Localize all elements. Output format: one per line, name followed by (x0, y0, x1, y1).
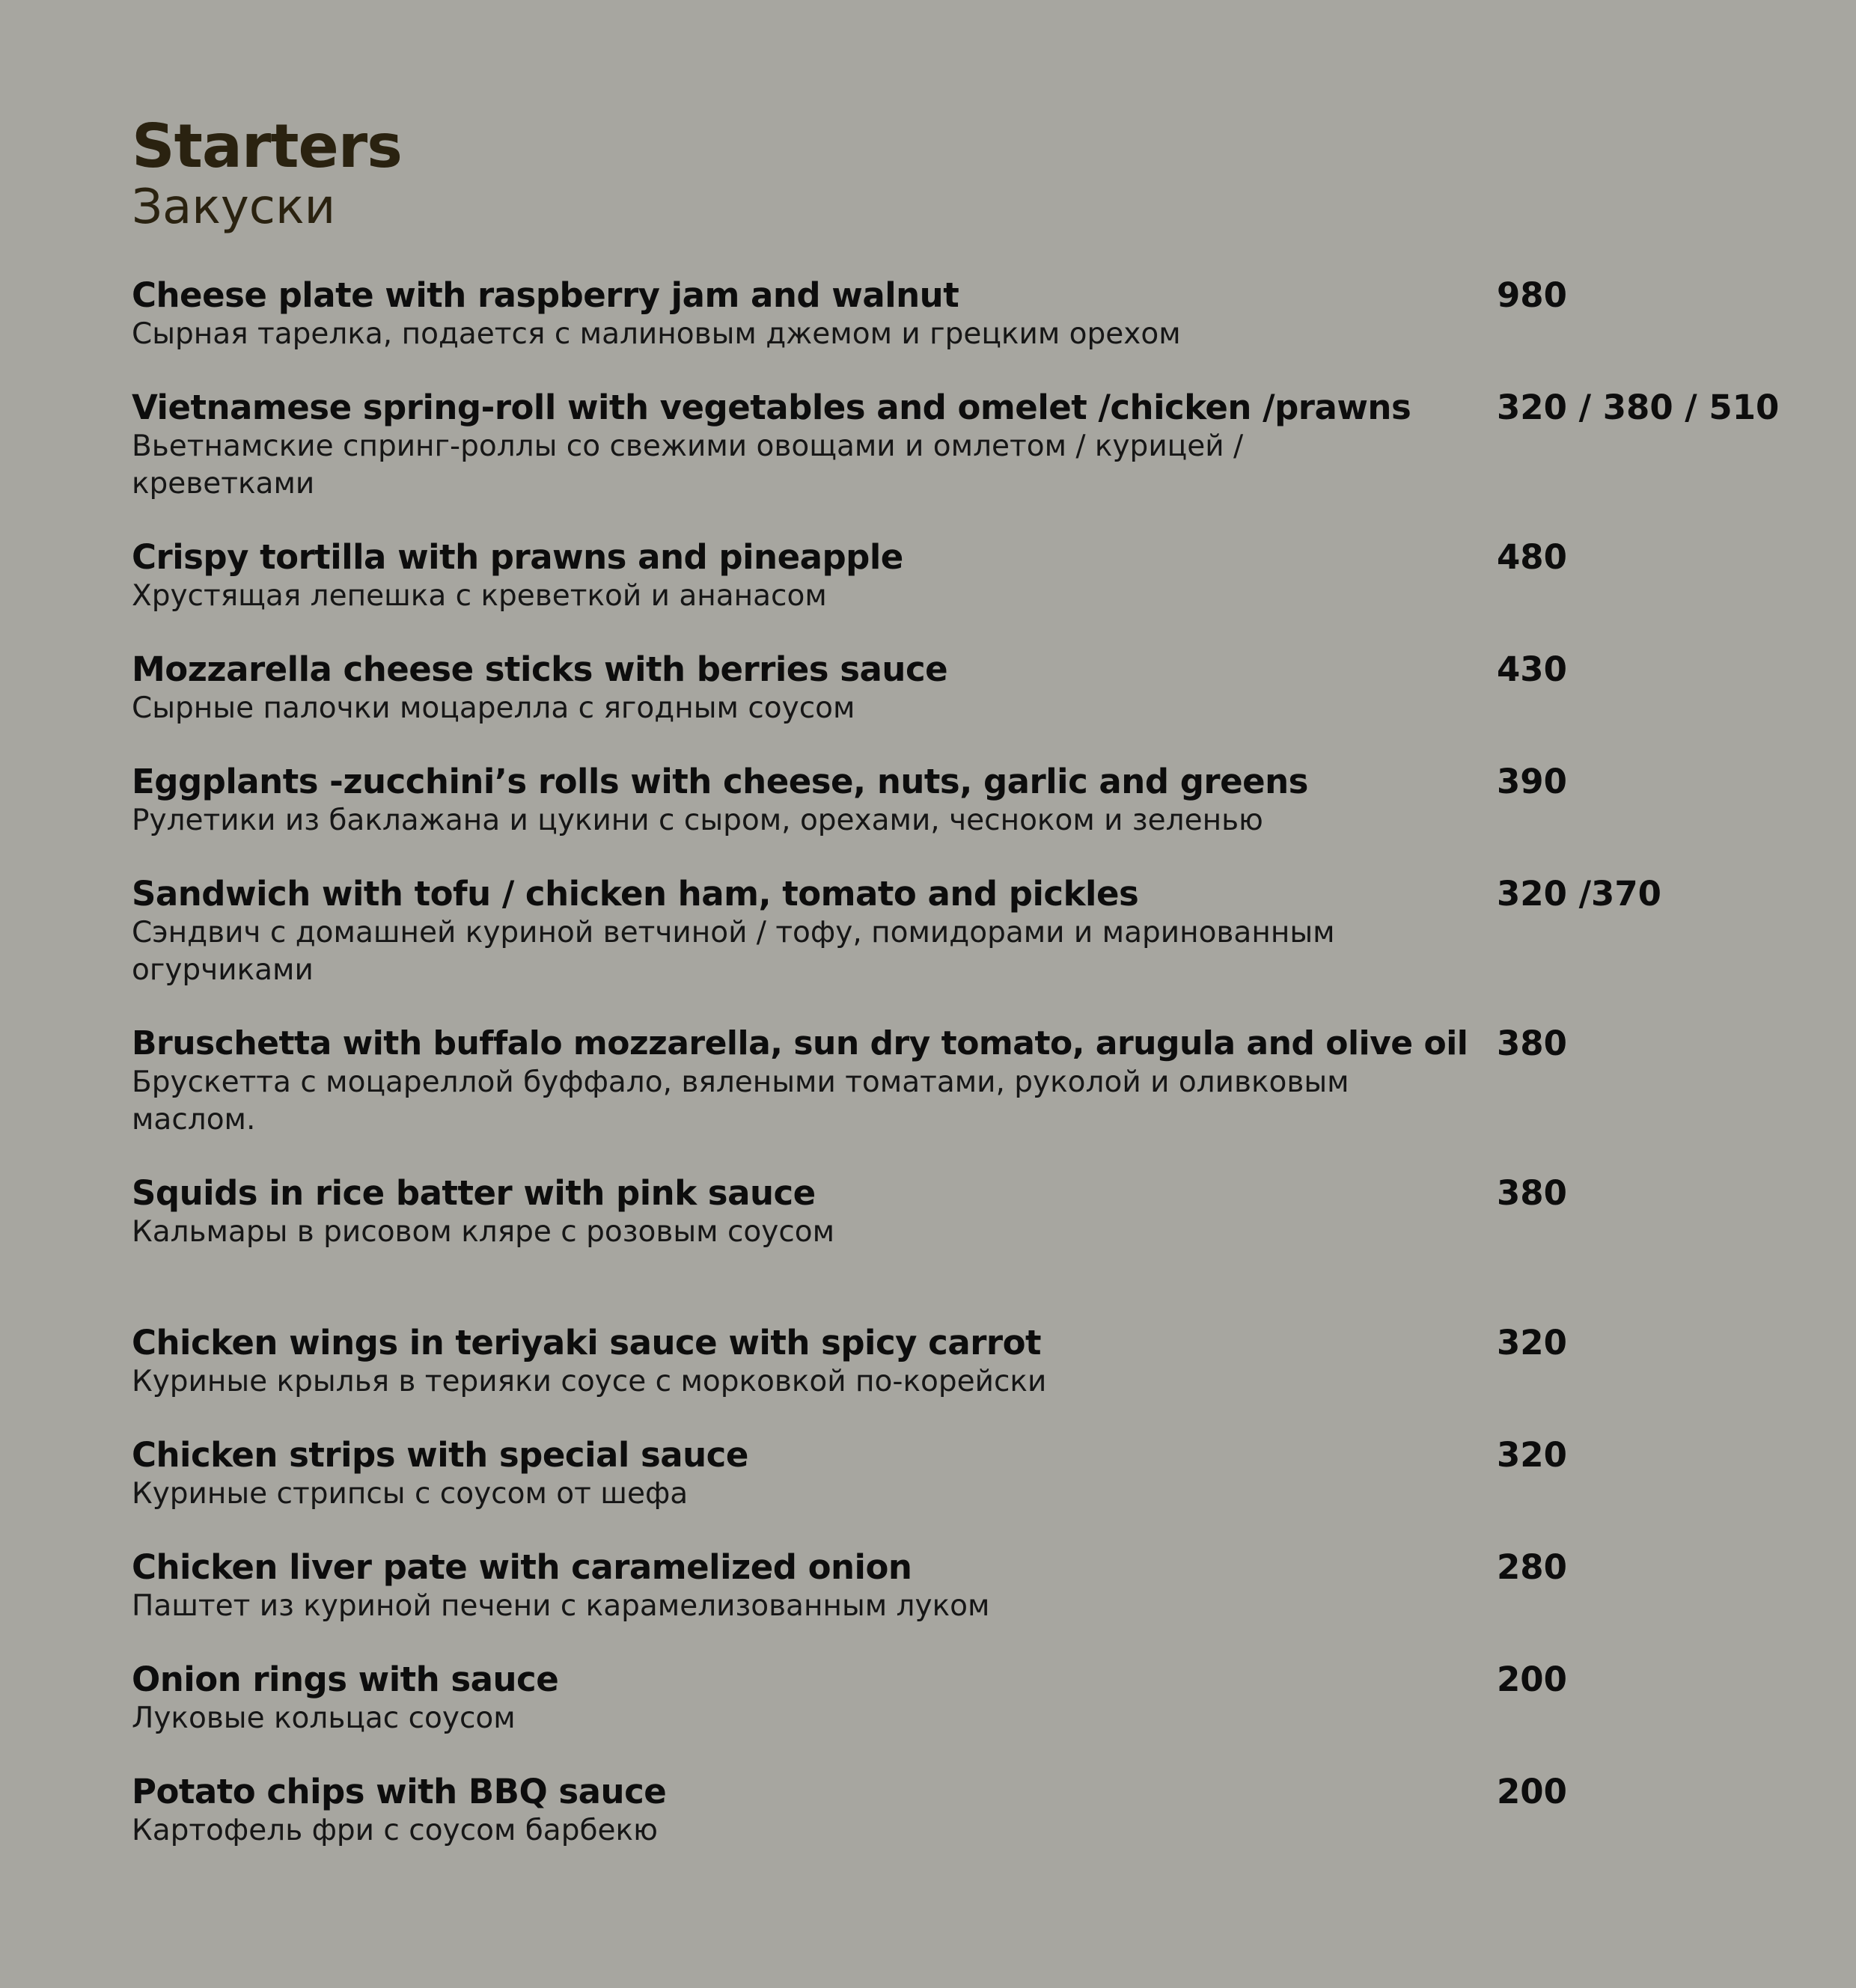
menu-item-name: Bruschetta with buffalo mozzarella, sun dry tomato, arugula and olive oil (132, 1024, 1468, 1062)
menu-item-description: Картофель фри с соусом барбекю (132, 1814, 658, 1847)
menu-item-price: 320 (1497, 1435, 1567, 1475)
menu-item-name: Chicken liver pate with caramelized onion (132, 1547, 912, 1587)
menu-item-description: Сырная тарелка, подается с малиновым джемом и грецким орехом (132, 317, 1181, 351)
menu-item-name: Vietnamese spring-roll with vegetables and omelet /chicken /prawns (132, 388, 1411, 427)
menu-item-description: Вьетнамские спринг-роллы со свежими овощами и омлетом / курицей / креветками (132, 429, 1244, 501)
menu-item-price: 380 (1497, 1024, 1567, 1063)
menu-item-description: Рулетики из баклажана и цукини с сыром, орехами, чесноком и зеленью (132, 804, 1263, 837)
section-title-en: Starters (132, 111, 402, 181)
menu-item-description: Куриные стрипсы с соусом от шефа (132, 1477, 689, 1511)
menu-item-name: Chicken wings in teriyaki sauce with spicy carrot (132, 1323, 1041, 1362)
menu-item-description: Брускетта с моцареллой буффало, вялеными томатами, руколой и оливковым маслом. (132, 1065, 1349, 1137)
menu-item-price: 380 (1497, 1173, 1567, 1213)
menu-item-price: 200 (1497, 1772, 1567, 1811)
menu-item-description: Паштет из куриной печени с карамелизованным луком (132, 1589, 990, 1623)
menu-item-description: Сэндвич с домашней куриной ветчиной / тофу, помидорами и маринованным огурчиками (132, 916, 1335, 987)
menu-item-price: 280 (1497, 1547, 1567, 1587)
menu-item-price: 390 (1497, 762, 1567, 801)
menu-item-price: 200 (1497, 1660, 1567, 1699)
menu-item-price: 430 (1497, 649, 1567, 689)
menu-item-name: Eggplants -zucchini’s rolls with cheese, nuts, garlic and greens (132, 762, 1308, 801)
menu-item-description: Хрустящая лепешка с креветкой и ананасом (132, 579, 827, 613)
menu-item-name: Chicken strips with special sauce (132, 1435, 748, 1475)
menu-item-description: Сырные палочки моцарелла с ягодным соусом (132, 691, 855, 725)
menu-item-name: Crispy tortilla with prawns and pineapple (132, 537, 903, 577)
menu-item-name: Mozzarella cheese sticks with berries sauce (132, 649, 948, 689)
menu-item-name: Onion rings with sauce (132, 1660, 559, 1699)
menu-item-price: 320 / 380 / 510 (1497, 388, 1780, 427)
menu-item-name: Potato chips with BBQ sauce (132, 1772, 667, 1811)
section-title-ru: Закуски (132, 180, 336, 235)
menu-item-price: 480 (1497, 537, 1567, 577)
menu-item-price: 320 (1497, 1323, 1567, 1362)
menu-item-description: Луковые кольцас соусом (132, 1701, 516, 1735)
menu-item-description: Куриные крылья в терияки соусе с морковкой по-корейски (132, 1365, 1047, 1398)
menu-item-price: 980 (1497, 275, 1567, 315)
menu-item-price: 320 /370 (1497, 874, 1661, 914)
menu-item-description: Кальмары в рисовом кляре с розовым соусом (132, 1215, 835, 1249)
menu-item-name: Cheese plate with raspberry jam and walnut (132, 275, 959, 315)
menu-item-name: Squids in rice batter with pink sauce (132, 1173, 816, 1213)
menu-item-name: Sandwich with tofu / chicken ham, tomato and pickles (132, 874, 1139, 914)
